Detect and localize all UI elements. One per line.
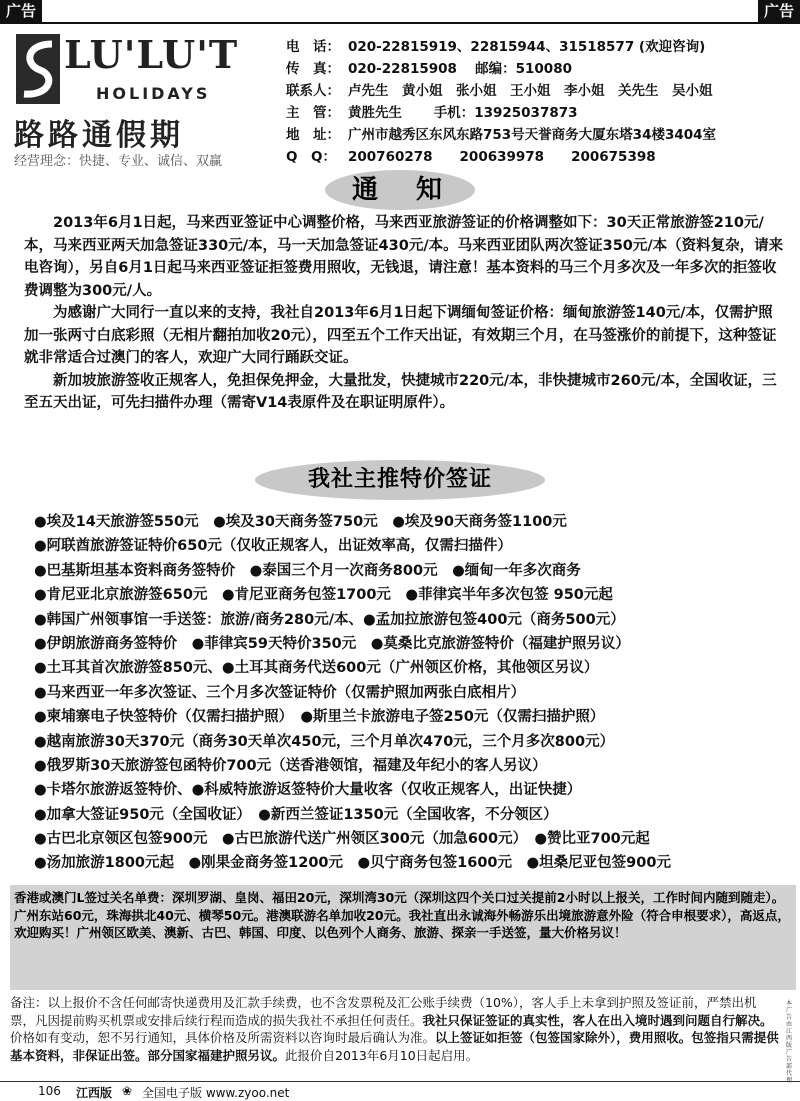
- remarks-part-3: 价格如有变动，恕不另行通知，具体价格及所需资料以咨询时最后确认为准。: [10, 1030, 436, 1045]
- visa-offer-item: ●韩国广州领事馆一手送签：旅游/商务280元/本、●孟加拉旅游包签400元（商务500元）: [34, 611, 625, 628]
- remarks-part-4: 以上签证如拒签（包签国家除外），费用照收。包签指只需提供基本资料，非保证出签。部分国家福建护照另议。: [10, 1030, 779, 1063]
- remarks-part-2: 我社只保证签证的真实性，客人在出入境时遇到问题自行解决。: [422, 1012, 773, 1028]
- contact-phone-row: [286, 36, 794, 58]
- visa-offer-item: ●巴基斯坦基本资料商务签特价 ●泰国三个月一次商务800元 ●缅甸一年多次商务: [34, 562, 581, 579]
- remarks-part-5: 此报价自2013年6月10日起启用。: [285, 1047, 479, 1063]
- hk-macau-notice-text: 香港或澳门L签过关名单费：深圳罗湖、皇岗、福田20元，深圳湾30元（深圳这四个关口过关提前2小时以上报关，工作时间内随到随走）。广州东站60元，珠海拱北40元、横琴50元。港澳联游名单加收20元。我社直出永诚海外畅游乐出境旅游意外险（符合申根要求），高返点，欢迎购买！广州领区欧美、澳新、古巴、韩国、印度、以色列个人商务、旅游、探亲一手送签，量大价格另议！: [14, 890, 790, 940]
- bottom-divider: [0, 1081, 800, 1082]
- visa-offer-item: ●伊朗旅游商务签特价 ●菲律宾59天特价350元 ●莫桑比克旅游签特价（福建护照另议）: [34, 635, 630, 652]
- company-logo: [10, 28, 240, 170]
- remarks-block: [10, 994, 780, 1064]
- notice-paragraph-malaysia: 2013年6月1日起，马来西亚签证中心调整价格，马来西亚旅游签证的价格调整如下：30天正常旅游签210元/本，马来西亚两天加急签证330元/本，马一天加急签证430元/本。马来西亚团队两次签证350元/本（资料复杂，请来电咨询），另自6月1日起马来西亚签证拒签费用照收，无钱退，请注意！基本资料的马三个月多次及一年多次的拒签收费调整为300元/人。: [24, 215, 784, 299]
- logo-chinese-name: 路路通假期: [14, 118, 184, 153]
- logo-subtitle: HOLIDAYS: [96, 84, 211, 103]
- contact-address-row: [286, 124, 794, 146]
- manager-value: 黄胜先生 手机：13925037873: [348, 105, 578, 121]
- contact-qq-row: [286, 146, 794, 168]
- people-label: 联系人：: [286, 83, 340, 99]
- phone-label: 电 话：: [286, 39, 340, 55]
- qq-label: Q Q：: [286, 149, 336, 165]
- phone-value: 020-22815919、22815944、31518577 (欢迎咨询): [348, 39, 706, 55]
- visa-section-heading: 我社主推特价签证: [255, 460, 545, 500]
- ad-label-right: 广告: [758, 0, 800, 22]
- edition-badge-icon: ❀: [122, 1084, 133, 1098]
- address-value: 广州市越秀区东风东路753号天誉商务大厦东塔34楼3404室: [348, 127, 717, 143]
- contact-block: [286, 36, 794, 168]
- manager-label: 主 管：: [286, 105, 340, 121]
- visa-offer-item: ●马来西亚一年多次签证、三个月多次签证特价（仅需护照加两张白底相片）: [34, 684, 526, 701]
- page-number: 106: [38, 1084, 61, 1098]
- notice-paragraph-singapore: 新加坡旅游签收正规客人，免担保免押金，大量批发，快捷城市220元/本，非快捷城市260元/本，全国收证，三至五天出证，可先扫描件办理（需寄V14表原件及在职证明原件）。: [24, 372, 777, 411]
- logo-brand: LU'LU'T: [64, 32, 239, 77]
- fax-value: 020-22815908 邮编：510080: [348, 61, 572, 77]
- people-value: 卢先生 黄小姐 张小姐 王小姐 李小姐 关先生 吴小姐: [348, 83, 713, 99]
- edition-label: 江西版: [76, 1086, 113, 1100]
- visa-offer-item: ●土耳其首次旅游签850元、●土耳其商务代送600元（广州领区价格，其他领区另议）: [34, 660, 599, 677]
- remarks-part-1: 备注：以上报价不含任何邮寄快递费用及汇款手续费，也不含发票税及汇公账手续费（10%），客人手上未拿到护照及签证前，严禁出机票，凡因提前购买机票或安排后续行程而造成的损失我社不承担任何责任。: [10, 995, 757, 1028]
- logo-motto: 经营理念：快捷、专业、诚信、双赢: [14, 154, 223, 169]
- notice-heading: 通 知: [325, 170, 475, 210]
- address-label: 地 址：: [286, 127, 340, 143]
- contact-manager-row: [286, 102, 794, 124]
- top-divider: [0, 22, 800, 24]
- visa-offer-item: ●阿联酋旅游签证特价650元（仅收正规客人，出证效率高，仅需扫描件）: [34, 538, 512, 555]
- visa-offer-list: [34, 510, 794, 876]
- visa-offer-item: ●越南旅游30天370元（商务30天单次450元，三个月单次470元，三个月多次800元）: [34, 733, 615, 750]
- ad-label-left: 广告: [0, 0, 42, 22]
- side-note: 本广告由江西版广告部代: [786, 1000, 793, 1077]
- fax-label: 传 真：: [286, 61, 340, 77]
- visa-offer-item: ●埃及14天旅游签550元 ●埃及30天商务签750元 ●埃及90天商务签1100元: [34, 514, 567, 530]
- qq-value: 200760278 200639978 200675398: [348, 149, 656, 165]
- visa-offer-item: ●柬埔寨电子快签特价（仅需扫描护照） ●斯里兰卡旅游电子签250元（仅需扫描护照）: [34, 709, 605, 726]
- visa-offer-item: ●肯尼亚北京旅游签650元 ●肯尼亚商务包签1700元 ●菲律宾半年多次包签 950元起: [34, 587, 613, 604]
- notice-paragraph-myanmar: 为感谢广大同行一直以来的支持，我社自2013年6月1日起下调缅甸签证价格：缅甸旅游签140元/本，仅需护照加一张两寸白底彩照（无相片翻拍加收20元），四至五个工作天出证，有效期三个月，在马签涨价的前提下，这种签证就非常适合过澳门的客人，欢迎广大同行踊跃交证。: [24, 305, 777, 366]
- visa-offer-item: ●卡塔尔旅游返签特价、●科威特旅游返签特价大量收客（仅收正规客人，出证快捷）: [34, 782, 582, 799]
- logo-s-mark-icon: [16, 34, 60, 104]
- contact-people-row: [286, 80, 794, 102]
- notice-body: [24, 212, 786, 415]
- visa-offer-item: ●汤加旅游1800元起 ●刚果金商务签1200元 ●贝宁商务包签1600元 ●坦桑尼亚包签900元: [34, 855, 671, 872]
- visa-offer-item: ●加拿大签证950元（全国收证） ●新西兰签证1350元（全国收客，不分领区）: [34, 806, 558, 823]
- visa-offer-item: ●俄罗斯30天旅游签包函特价700元（送香港领馆，福建及年纪小的客人另议）: [34, 757, 547, 774]
- visa-offer-item: ●古巴北京领区包签900元 ●古巴旅游代送广州领区300元（加急600元） ●赞比亚700元起: [34, 831, 650, 848]
- website-label: 全国电子版 www.zyoo.net: [142, 1086, 290, 1100]
- contact-fax-row: [286, 58, 794, 80]
